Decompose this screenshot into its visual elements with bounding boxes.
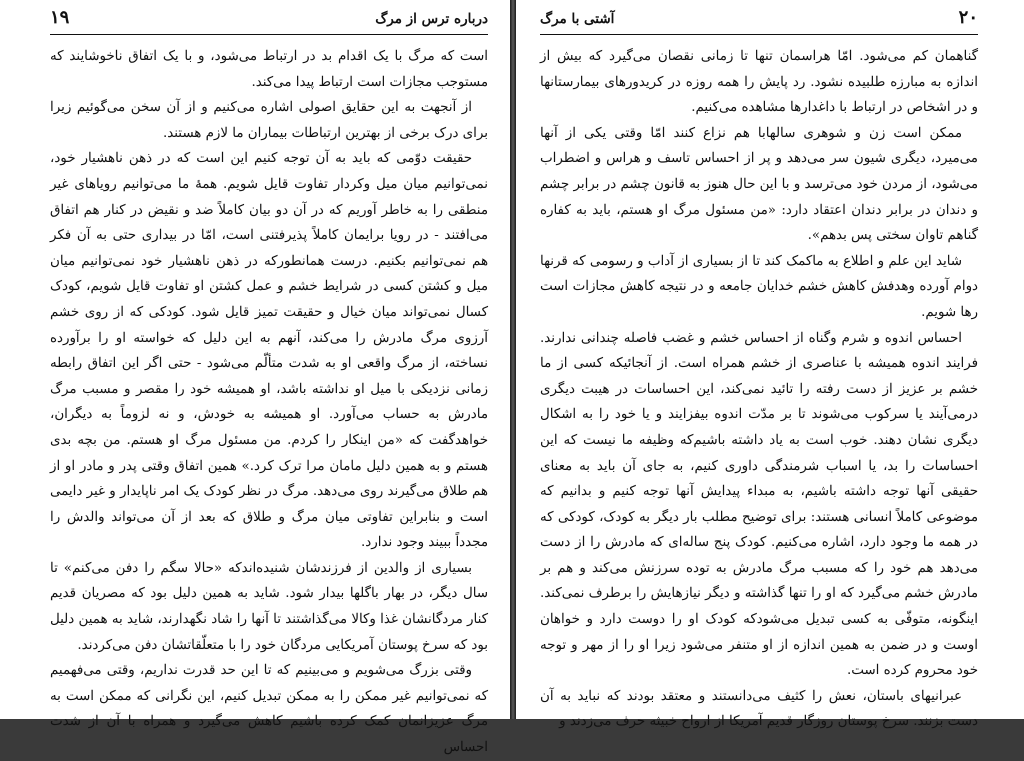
paragraph: عبرانیهای باستان، نعش را کثیف می‌دانستند و معتقد بودند که نباید به آن دست بزنند. سرخ پوستان روزگار قدیم آمریکا از ارواح خبیثه حرف می‌زدند و <box>540 688 978 730</box>
body-text <box>50 44 488 761</box>
paragraph: است که مرگ با یک اقدام بد در ارتباط می‌شود، و با یک اتفاق ناخوشایند که مستوجب مجازات است ارتباط پیدا می‌کند. <box>50 49 488 90</box>
paragraph: احساس اندوه و شرم وگناه از احساس خشم و غضب فاصله چندانی ندارند. فرایند اندوه همیشه با عناصری از خشم همراه است. از آنجائیکه کسی از ما خشم بر عزیز از دست رفته را تائید نمی‌کند، این احساسات در هیبت دیگری درمی‌آیند یا سرکوب می‌شوند تا بر مدّت اندوه بیفزایند و یا خود را به اشکال دیگری نشان دهند. خوب است به یاد داشته باشیم‌که وظیفه ما نیست که این احساسات را بد، یا اسباب شرمندگی داوری کنیم، به جای آن باید به معنای حقیقی آنها توجه داشته باشیم، به مبداء پیدایش آنها توجه کنیم و بدانیم که موضوعی کاملاً انسانی هستند: برای توضیح مطلب بار دیگر به کودک، کودکی که در همه ما وجود دارد، اشاره می‌کنیم. کودک پنج ساله‌ای که مادرش را از دست می‌دهد هم خود را که مسبب مرگ مادرش به توده سرزنش می‌کند و هم بر مادرش خشم می‌گیرد که او را تنها گذاشته و دیگر نیازهایش را برطرف نمی‌کند. اینگونه، متوفّی به کسی تبدیل می‌شودکه کودک او را دوست دارد و خواهان اوست و در ضمن به همین اندازه از او متنفر می‌شود زیرا او را از مهر و توجه خود محروم کرده است. <box>540 330 978 679</box>
right-page <box>516 0 1024 730</box>
running-title: آشتی با مرگ <box>540 11 615 27</box>
page-number: ۱۹ <box>50 7 70 28</box>
paragraph: از آنجهت به این حقایق اصولی اشاره می‌کنیم و از آن سخن می‌گوئیم زیرا برای درک برخی از بهترین ارتباطات بیماران ما لازم هستند. <box>50 100 488 141</box>
paragraph: گناهمان کم می‌شود. امّا هراسمان تنها تا زمانی نقصان می‌گیرد که بیش از اندازه به مبارزه طلبیده نشود. رد پایش را همه روزه در کریدورهای بیمارستانها و در اشخاص در ارتباط با داغدارها مشاهده می‌کنیم. <box>540 49 978 116</box>
paragraph: ممکن است زن و شوهری سالهابا هم نزاع کنند امّا وقتی یکی از آنها می‌میرد، دیگری شیون سر می‌دهد و پر از احساس تاسف و هراس و اضطراب می‌شود، از مردن خود می‌ترسد و با این حال هنوز به قانون چشم در برابر چشم و دندان در برابر دندان اعتقاد دارد: «من مسئول مرگ او هستم، باید به کفاره گناهم تاوان سختی پس بدهم». <box>540 125 978 244</box>
left-page <box>0 0 510 756</box>
paragraph: شاید این علم و اطلاع به ماکمک کند تا از بسیاری از آداب و رسومی که قرنها دوام آورده وهدفش کاهش خشم خدایان جامعه و در نتیجه کاهش مجازات است رها شویم. <box>540 253 978 320</box>
page-header <box>540 4 978 35</box>
running-title: درباره ترس از مرگ <box>375 11 488 27</box>
page-header <box>50 4 488 35</box>
paragraph: بسیاری از والدین از فرزندشان شنیده‌اندکه «حالا سگم را دفن می‌کنم» تا سال دیگر، در بهار باگلها بیدار شود. شاید به همین دلیل بود که مصریان قدیم کنار مردگانشان غذا وکالا می‌گذاشتند تا آنها را شاد نگهدارند، شاید به همین دلیل بود که سرخ پوستان آمریکایی مردگان خود را با متعلّقاتشان دفن می‌کردند. <box>50 560 488 653</box>
body-text <box>540 44 978 735</box>
page-number: ۲۰ <box>958 7 978 28</box>
paragraph: حقیقت دوّمی که باید به آن توجه کنیم این است که در ذهن ناهشیار خود، نمی‌توانیم میان میل وکردار تفاوت قایل شویم. همهٔ ما می‌توانیم رویاهای غیر منطقی را به خاطر آوریم که در آن دو بیان کاملاً ضد و نقیض در کنار هم اتفاق می‌افتند - در رویا برایمان کاملاً پذیرفتنی است، امّا در بیداری حتی به آن فکر هم نمی‌توانیم بکنیم. درست همانطورکه در ذهن ناهشیار خود نمی‌توانیم میان میل و کشتن کسی در شرایط خشم و عمل کشتن او تفاوت قایل شویم، کودک کسال نمی‌تواند میان خیال و حقیقت تمیز قایل شود. کودکی که از روی خشم آرزوی مرگ مادرش را می‌کند، آنهم به این دلیل که خواسته او را برآورده نساخته، از مرگ واقعی او به شدت متألّم می‌شود - حتی اگر این اتفاق رابطه زمانی نزدیکی با میل او نداشته باشد، او همیشه خود را مقصر و مسبب مرگ مادرش به حساب می‌آورد. او همیشه به خودش، و نه لزوماً به دیگران، خواهدگفت که «من اینکار را کردم. من مسئول مرگ او هستم. من بچه بدی هستم و به همین دلیل مامان مرا ترک کرد.» همین اتفاق وقتی پدر و مادر او از هم طلاق می‌گیرند روی می‌دهد. مرگ در نظر کودک یک امر ناپایدار و غیر دایمی است و بنابراین تفاوتی میان مرگ و طلاق که بعد از آن می‌تواند والدش را مجدداً ببیند وجود ندارد. <box>50 151 488 551</box>
paragraph: وقتی بزرگ می‌شویم و می‌بینیم که تا این حد قدرت نداریم، وقتی می‌فهمیم که نمی‌توانیم غیر ممکن را به ممکن تبدیل کنیم، این نگرانی که ممکن است به مرگ عزیزانمان کمک کرده باشیم کاهش می‌گیرد و همراه با آن از شدت احساس <box>50 663 488 756</box>
